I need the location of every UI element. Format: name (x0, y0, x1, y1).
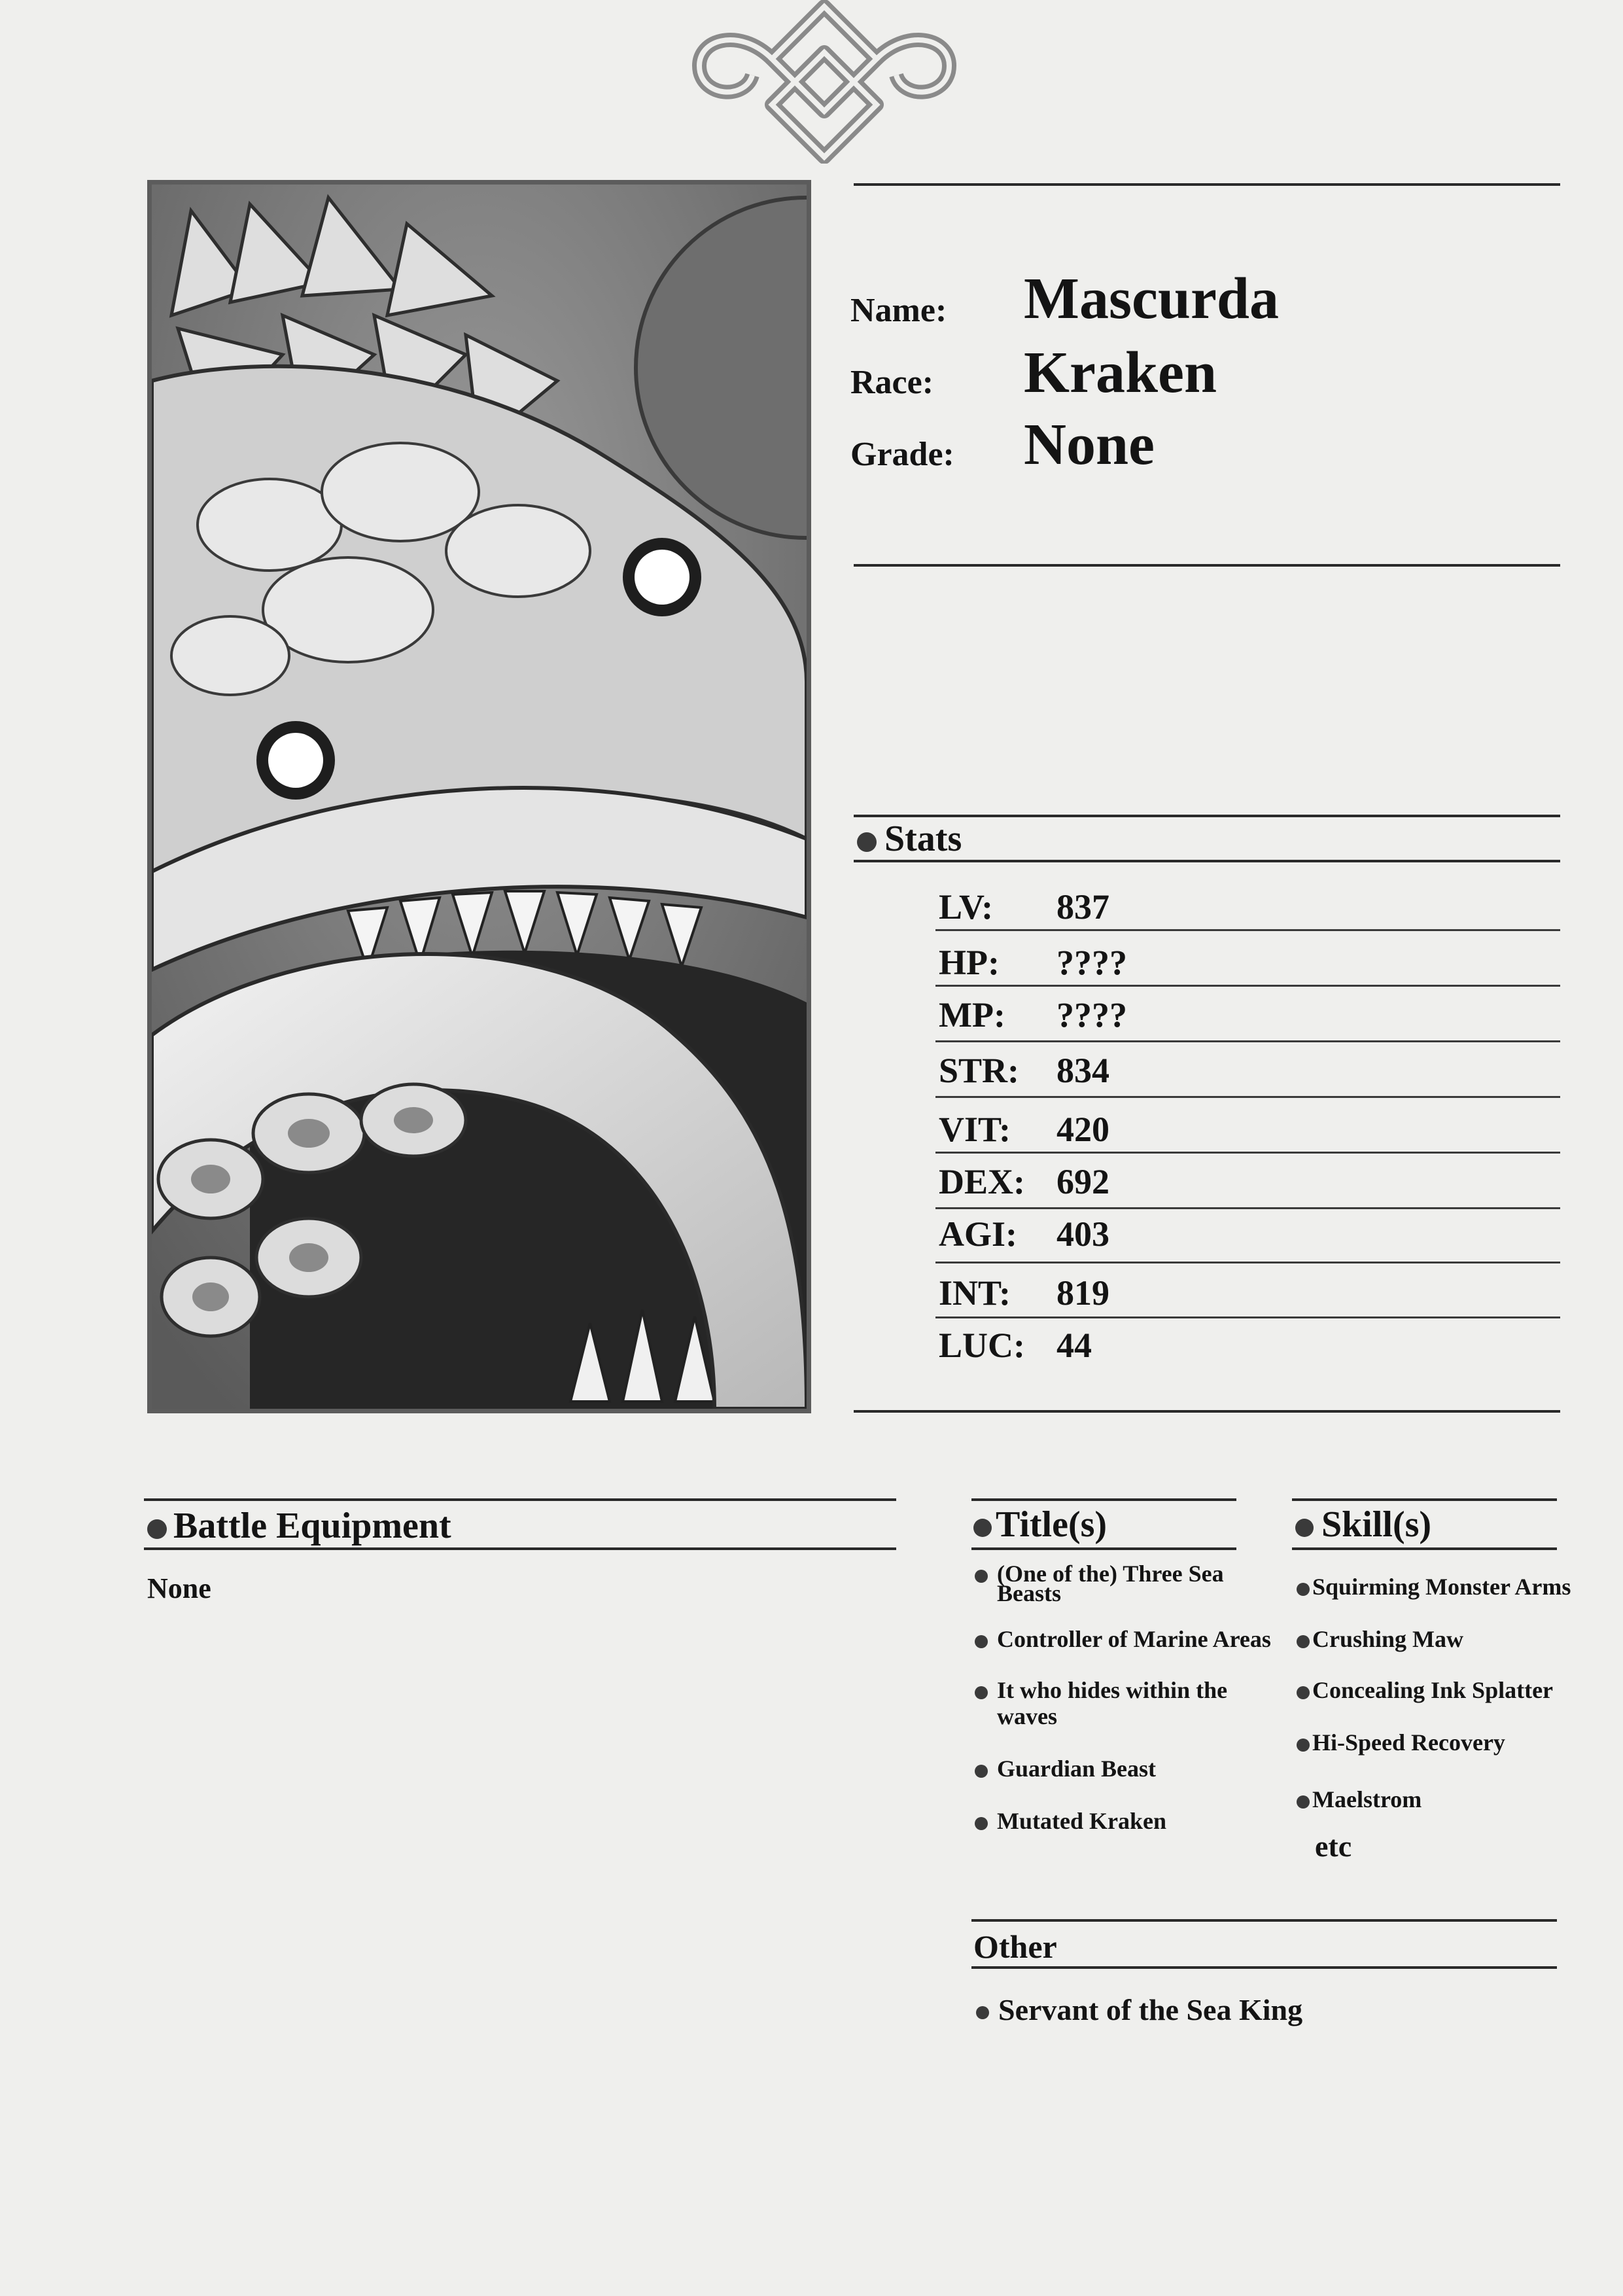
skill-item-text: Squirming Monster Arms (1312, 1574, 1571, 1600)
titles-heading-text: Title(s) (996, 1504, 1108, 1545)
bullet-dot-icon (975, 1765, 988, 1778)
stats-heading (857, 818, 962, 860)
stat-value: 692 (1056, 1162, 1109, 1201)
equipment-top-rule (144, 1498, 896, 1501)
other-heading-rule (971, 1966, 1557, 1969)
grade-label: Grade: (850, 436, 954, 473)
stat-label: HP: (939, 943, 1000, 982)
bullet-dot-icon (973, 1519, 992, 1537)
identity-bottom-rule (854, 564, 1560, 567)
title-item-line: Mutated Kraken (997, 1808, 1166, 1834)
stat-value: 420 (1056, 1110, 1109, 1149)
skills-heading (1295, 1504, 1431, 1545)
skill-item (1297, 1626, 1463, 1652)
skills-heading-rule (1292, 1547, 1557, 1550)
stat-value: 819 (1056, 1273, 1109, 1313)
stat-rule (935, 1152, 1560, 1154)
other-heading: Other (973, 1928, 1057, 1965)
title-item (975, 1677, 1227, 1729)
stat-value: ???? (1056, 943, 1127, 982)
stat-value: 403 (1056, 1214, 1109, 1254)
stat-row (939, 995, 1127, 1035)
skill-item (1297, 1574, 1571, 1600)
stat-label: INT: (939, 1273, 1011, 1313)
bullet-dot-icon (1297, 1686, 1310, 1699)
skills-heading-text: Skill(s) (1321, 1504, 1432, 1545)
title-item-line: (One of the) Three Sea (997, 1561, 1224, 1587)
stat-label: MP: (939, 995, 1005, 1034)
title-item-line: waves (997, 1703, 1057, 1729)
stat-value: 834 (1056, 1051, 1109, 1090)
title-item-line: It who hides within the (997, 1677, 1228, 1703)
equipment-heading-rule (144, 1547, 896, 1550)
identity-top-rule (854, 183, 1560, 186)
stat-rule (935, 1207, 1560, 1209)
stat-rule (935, 1040, 1560, 1042)
bullet-dot-icon (975, 1817, 988, 1830)
stat-value: 837 (1056, 887, 1109, 927)
stat-row (939, 942, 1127, 983)
other-item-text: Servant of the Sea King (998, 1993, 1303, 2026)
titles-heading-rule (971, 1547, 1236, 1550)
stat-row (939, 1273, 1109, 1313)
skills-etc: etc (1315, 1829, 1352, 1863)
bullet-dot-icon (1297, 1795, 1310, 1809)
titles-heading (973, 1504, 1107, 1545)
skill-item (1297, 1786, 1422, 1812)
bullet-dot-icon (147, 1519, 167, 1539)
bullet-dot-icon (1297, 1739, 1310, 1752)
bullet-dot-icon (975, 1635, 988, 1648)
skills-top-rule (1292, 1498, 1557, 1501)
bullet-dot-icon (1295, 1519, 1314, 1537)
stat-label: LV: (939, 887, 994, 927)
skill-item-text: Maelstrom (1312, 1786, 1422, 1812)
stat-row (939, 1325, 1092, 1366)
title-item-line: Controller of Marine Areas (997, 1626, 1271, 1652)
stat-rule (935, 1316, 1560, 1318)
title-item (975, 1756, 1156, 1782)
equipment-value: None (147, 1572, 211, 1604)
stat-row (939, 1050, 1109, 1091)
equipment-heading (147, 1505, 451, 1547)
skill-item-text: Hi-Speed Recovery (1312, 1729, 1505, 1756)
stat-rule (935, 1262, 1560, 1263)
skill-item-text: Concealing Ink Splatter (1312, 1677, 1554, 1703)
equipment-heading-text: Battle Equipment (173, 1506, 451, 1546)
stat-row (939, 1161, 1109, 1202)
stat-row (939, 887, 1109, 927)
titles-top-rule (971, 1498, 1236, 1501)
grade-value: None (1024, 412, 1155, 477)
stat-rule (935, 1096, 1560, 1098)
bullet-dot-icon (857, 832, 877, 852)
celtic-knot-ornament-icon (680, 0, 968, 164)
bullet-dot-icon (1297, 1635, 1310, 1648)
stat-rule (935, 985, 1560, 987)
bullet-dot-icon (975, 1686, 988, 1699)
kraken-illustration (147, 180, 811, 1413)
stats-top-rule (854, 815, 1560, 817)
other-item (976, 1993, 1302, 2027)
stats-bottom-rule (854, 1410, 1560, 1413)
stat-row (939, 1109, 1109, 1150)
name-value: Mascurda (1024, 266, 1279, 331)
skill-item (1297, 1729, 1505, 1756)
other-top-rule (971, 1919, 1557, 1922)
title-item-line: Beasts (997, 1580, 1061, 1606)
title-item (975, 1561, 1224, 1613)
stat-label: DEX: (939, 1162, 1025, 1201)
stat-label: LUC: (939, 1326, 1025, 1365)
bullet-dot-icon (1297, 1583, 1310, 1596)
stat-label: VIT: (939, 1110, 1011, 1149)
race-label: Race: (850, 364, 934, 401)
title-item-line: Guardian Beast (997, 1756, 1157, 1782)
stat-value: ???? (1056, 995, 1127, 1034)
stat-label: STR: (939, 1051, 1020, 1090)
stat-value: 44 (1056, 1326, 1092, 1365)
kraken-illustration-drawing (152, 185, 807, 1409)
title-item (975, 1626, 1271, 1652)
name-label: Name: (850, 292, 947, 329)
stats-heading-text: Stats (884, 819, 962, 859)
bullet-dot-icon (976, 2006, 989, 2019)
skill-item-text: Crushing Maw (1312, 1626, 1464, 1652)
stat-label: AGI: (939, 1214, 1017, 1254)
stat-row (939, 1214, 1109, 1254)
stat-rule (935, 929, 1560, 931)
race-value: Kraken (1024, 340, 1217, 405)
skill-item (1297, 1677, 1553, 1703)
stats-heading-rule (854, 860, 1560, 862)
title-item (975, 1808, 1166, 1834)
